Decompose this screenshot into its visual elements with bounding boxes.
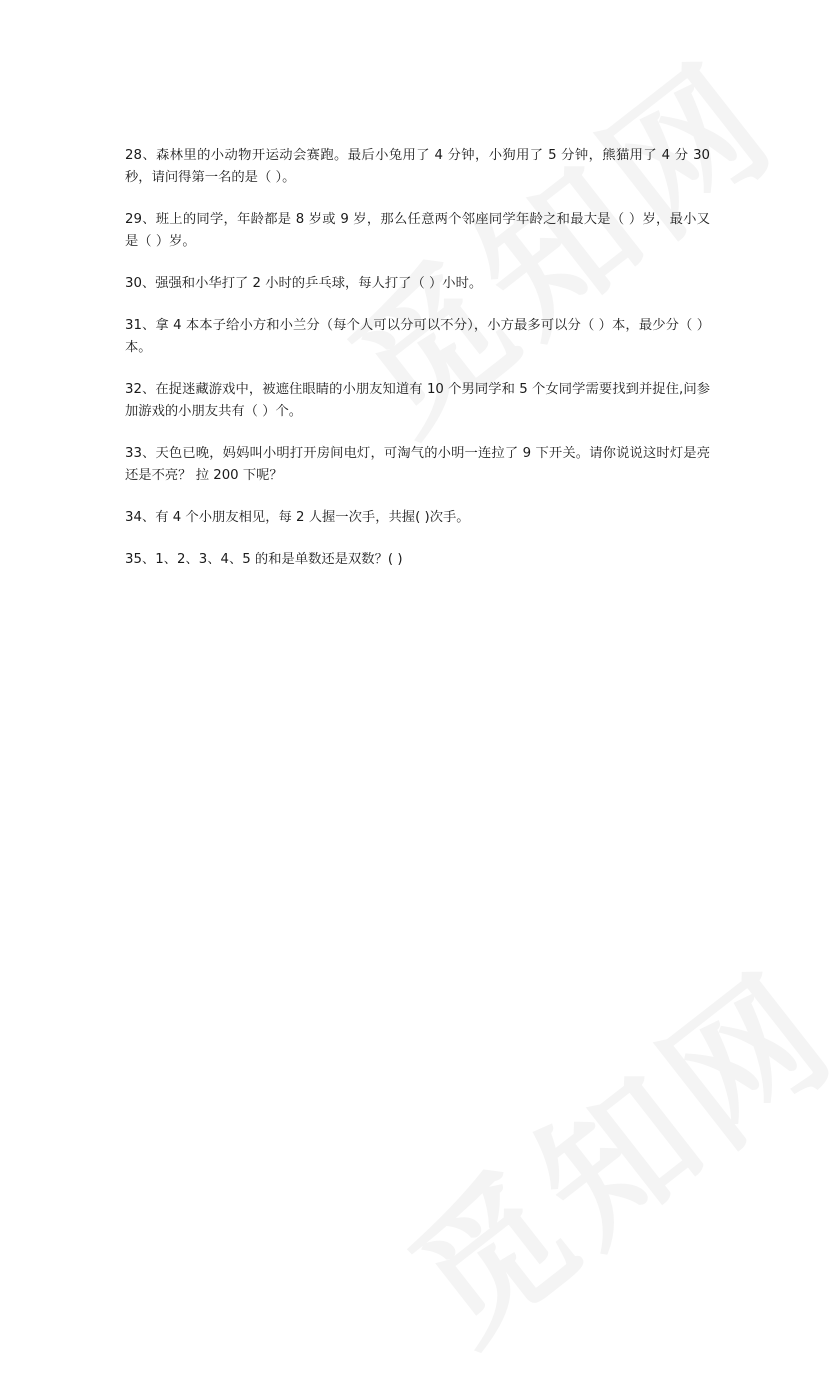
question-33: 33、天色已晚，妈妈叫小明打开房间电灯，可淘气的小明一连拉了 9 下开关。请你说说这时灯是亮还是不亮？ 拉 200 下呢？ bbox=[125, 446, 710, 483]
question-30: 30、强强和小华打了 2 小时的乒乓球，每人打了（ ）小时。 bbox=[125, 276, 483, 291]
question-28: 28、森林里的小动物开运动会赛跑。最后小兔用了 4 分钟，小狗用了 5 分钟，熊猫用了 4 分 30 秒，请问得第一名的是（ ）。 bbox=[125, 148, 710, 185]
question-32: 32、在捉迷藏游戏中，被遮住眼睛的小朋友知道有 10 个男同学和 5 个女同学需要找到并捉住,问参加游戏的小朋友共有（ ）个。 bbox=[125, 382, 710, 419]
question-29: 29、班上的同学，年龄都是 8 岁或 9 岁，那么任意两个邻座同学年龄之和最大是（ ）岁，最小又是（ ）岁。 bbox=[125, 212, 710, 249]
question-31: 31、拿 4 本本子给小方和小兰分（每个人可以分可以不分），小方最多可以分（ ）本，最少分（ ）本。 bbox=[125, 318, 710, 355]
watermark-bottom bbox=[360, 914, 830, 1380]
question-list bbox=[125, 145, 710, 591]
question-34: 34、有 4 个小朋友相见，每 2 人握一次手，共握( )次手。 bbox=[125, 510, 470, 525]
question-35: 35、1、2、3、4、5 的和是单数还是双数？( ) bbox=[125, 552, 403, 567]
